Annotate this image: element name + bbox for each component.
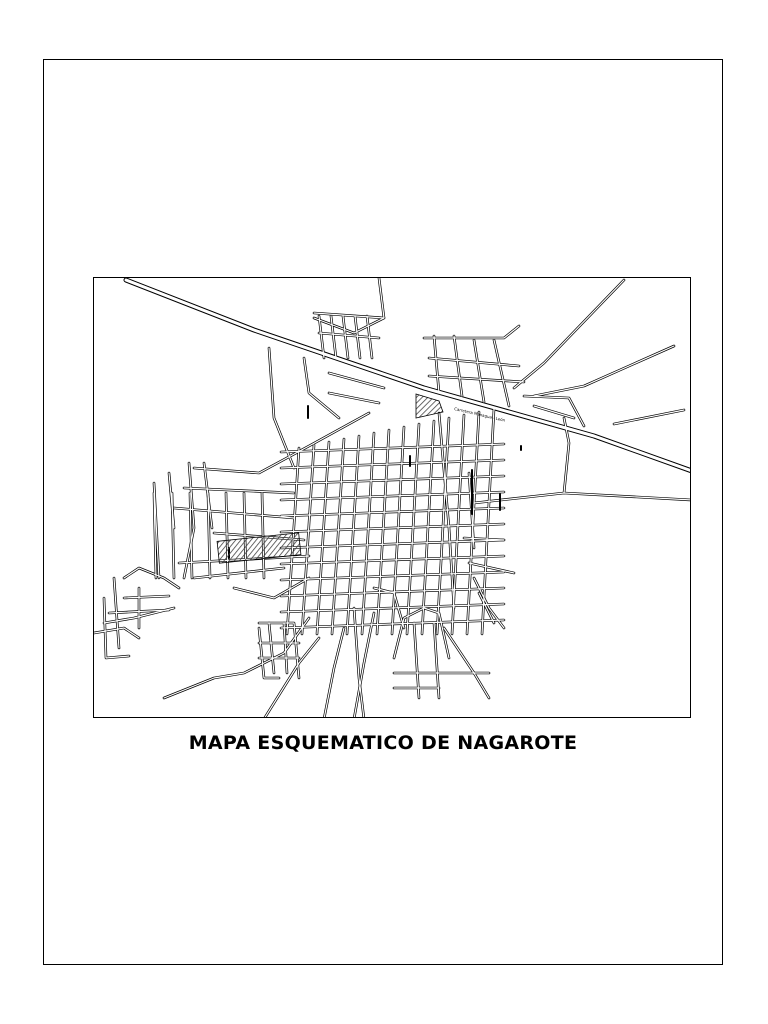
street-fill-2 <box>534 346 674 396</box>
street-19 <box>424 326 519 338</box>
street-fill-21 <box>454 336 462 396</box>
street-fill-10 <box>331 316 336 358</box>
street-83 <box>259 623 299 678</box>
street-fill-3 <box>614 410 684 424</box>
map-title: MAPA ESQUEMATICO DE NAGAROTE <box>188 732 578 754</box>
street-2 <box>534 346 674 396</box>
street-fill-18 <box>329 393 379 403</box>
street-75 <box>124 568 179 588</box>
street-fill-83 <box>259 623 299 678</box>
street-fill-58 <box>479 593 494 623</box>
street-fill-23 <box>494 340 509 406</box>
street-fill-8 <box>314 313 384 318</box>
street-fill-36 <box>407 424 419 634</box>
street-fill-25 <box>429 376 524 382</box>
street-fill-30 <box>317 442 329 634</box>
street-fill-24 <box>429 358 519 366</box>
street-16 <box>304 358 339 418</box>
street-fill-41 <box>482 409 494 634</box>
map-frame <box>93 277 691 718</box>
street-map <box>94 278 691 718</box>
street-fill-4 <box>474 493 691 503</box>
street-fill-33 <box>362 433 374 634</box>
street-fill-43 <box>281 460 504 468</box>
street-fill-17 <box>329 373 384 388</box>
street-fill-15 <box>269 348 294 468</box>
street-fill-11 <box>343 316 348 358</box>
street-7 <box>314 278 384 333</box>
street-fill-22 <box>474 340 484 402</box>
street-fill-87 <box>269 623 274 673</box>
street-1 <box>514 280 624 388</box>
street-fill-34 <box>377 430 389 634</box>
street-fill-31 <box>332 439 344 634</box>
street-fill-20 <box>434 336 439 393</box>
street-fill-7 <box>314 278 384 333</box>
street-fill-47 <box>281 524 504 532</box>
street-fill-67 <box>194 568 284 578</box>
street-fill-63 <box>184 488 294 493</box>
highway-label: Carretera Managua - León <box>453 406 506 423</box>
hatched-block-west <box>217 533 301 563</box>
street-fill-27 <box>534 406 574 418</box>
